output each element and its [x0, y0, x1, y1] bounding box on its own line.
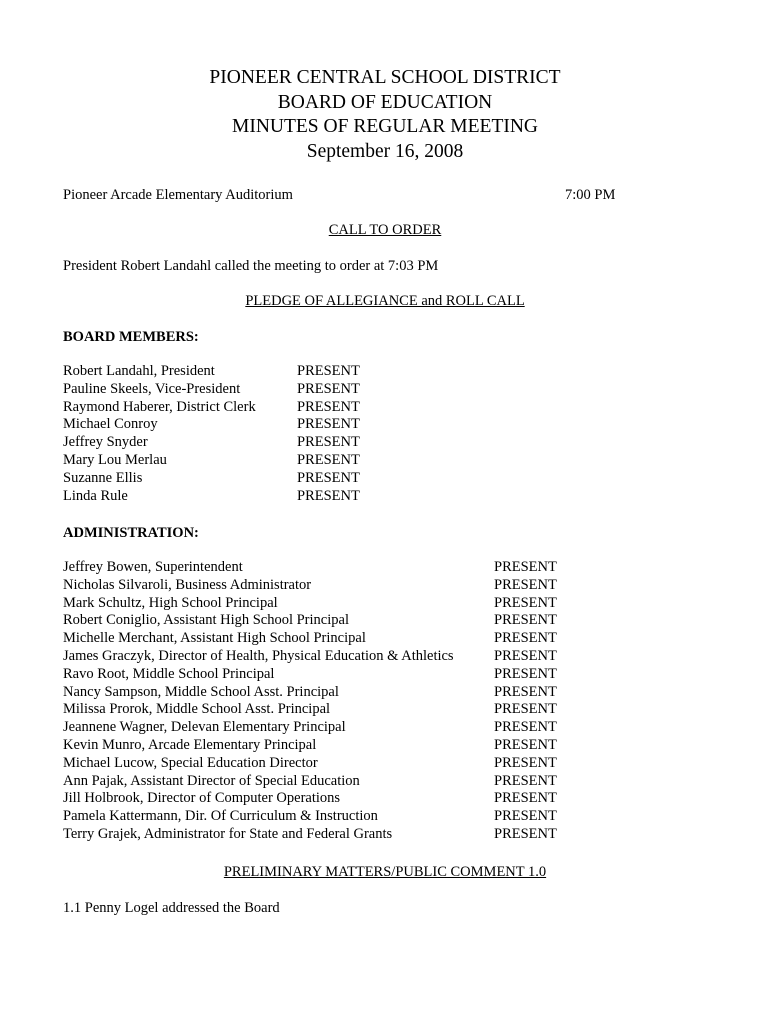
attendance-status: PRESENT	[494, 683, 557, 700]
board-members-heading: BOARD MEMBERS:	[63, 329, 199, 345]
district-name: PIONEER CENTRAL SCHOOL DISTRICT	[209, 67, 561, 88]
list-item	[63, 363, 383, 381]
call-to-order-text: President Robert Landahl called the meeting to order at 7:03 PM	[63, 258, 439, 274]
list-item	[63, 755, 583, 773]
admin-name: Jeffrey Bowen, Superintendent	[63, 559, 243, 575]
admin-name: Milissa Prorok, Middle School Asst. Principal	[63, 701, 331, 718]
member-name: Raymond Haberer, District Clerk	[63, 398, 256, 415]
list-item	[63, 559, 583, 577]
list-item	[63, 488, 383, 506]
admin-name: Nicholas Silvaroli, Business Administrator	[63, 576, 312, 593]
attendance-status: PRESENT	[494, 808, 557, 825]
attendance-status: PRESENT	[494, 612, 557, 629]
list-item	[63, 595, 583, 613]
attendance-status: PRESENT	[297, 398, 360, 415]
member-name: Suzanne Ellis	[63, 469, 143, 486]
attendance-status: PRESENT	[494, 665, 557, 682]
preliminary-matters-heading	[0, 863, 770, 881]
admin-name: Michelle Merchant, Assistant High School Principal	[63, 630, 366, 647]
call-to-order-heading	[0, 221, 770, 239]
attendance-status: PRESENT	[297, 363, 360, 379]
list-item	[63, 701, 583, 719]
member-name: Pauline Skeels, Vice-President	[63, 380, 241, 397]
attendance-status: PRESENT	[494, 736, 557, 753]
attendance-status: PRESENT	[494, 559, 557, 575]
attendance-status: PRESENT	[297, 434, 360, 451]
member-name: Linda Rule	[63, 487, 128, 504]
attendance-status: PRESENT	[494, 772, 557, 789]
meeting-time: 7:00 PM	[565, 187, 616, 203]
admin-name: Ann Pajak, Assistant Director of Special Education	[63, 772, 360, 789]
meeting-location: Pioneer Arcade Elementary Auditorium	[63, 187, 293, 203]
admin-name: Mark Schultz, High School Principal	[63, 594, 278, 611]
admin-name: Nancy Sampson, Middle School Asst. Principal	[63, 683, 339, 700]
list-item	[63, 773, 583, 791]
preliminary-matters-heading-text: PRELIMINARY MATTERS/PUBLIC COMMENT 1.0	[223, 864, 547, 880]
list-item	[63, 630, 583, 648]
pledge-heading-text: PLEDGE OF ALLEGIANCE and ROLL CALL	[245, 293, 525, 309]
attendance-status: PRESENT	[494, 825, 557, 842]
attendance-status: PRESENT	[297, 451, 360, 468]
administration-list	[63, 559, 583, 844]
list-item	[63, 612, 583, 630]
list-item	[63, 808, 583, 826]
admin-name: Michael Lucow, Special Education Director	[63, 754, 318, 771]
list-item	[63, 416, 383, 434]
list-item	[63, 434, 383, 452]
attendance-status: PRESENT	[494, 790, 557, 807]
board-name: BOARD OF EDUCATION	[277, 91, 493, 113]
attendance-status: PRESENT	[494, 594, 557, 611]
member-name: Robert Landahl, President	[63, 363, 215, 379]
list-item	[63, 381, 383, 399]
list-item	[63, 790, 583, 808]
admin-name: Jill Holbrook, Director of Computer Operations	[63, 790, 341, 807]
administration-heading: ADMINISTRATION:	[63, 525, 199, 541]
list-item	[63, 399, 383, 417]
list-item	[63, 577, 583, 595]
admin-name: Terry Grajek, Administrator for State and Federal Grants	[63, 825, 393, 842]
list-item	[63, 737, 583, 755]
list-item	[63, 719, 583, 737]
member-name: Michael Conroy	[63, 416, 158, 433]
list-item	[63, 826, 583, 844]
list-item	[63, 666, 583, 684]
call-to-order-heading-text: CALL TO ORDER	[328, 222, 442, 238]
attendance-status: PRESENT	[494, 630, 557, 647]
attendance-status: PRESENT	[494, 754, 557, 771]
attendance-status: PRESENT	[494, 647, 557, 664]
attendance-status: PRESENT	[494, 719, 557, 736]
attendance-status: PRESENT	[297, 469, 360, 486]
attendance-status: PRESENT	[297, 380, 360, 397]
member-name: Jeffrey Snyder	[63, 434, 148, 451]
list-item	[63, 470, 383, 488]
admin-name: Ravo Root, Middle School Principal	[63, 665, 275, 682]
admin-name: Robert Coniglio, Assistant High School Principal	[63, 612, 349, 629]
admin-name: Kevin Munro, Arcade Elementary Principal	[63, 736, 317, 753]
admin-name: Pamela Kattermann, Dir. Of Curriculum & Instruction	[63, 808, 378, 825]
attendance-status: PRESENT	[494, 701, 557, 718]
member-name: Mary Lou Merlau	[63, 451, 167, 468]
list-item	[63, 452, 383, 470]
attendance-status: PRESENT	[494, 576, 557, 593]
list-item	[63, 684, 583, 702]
meeting-date: September 16, 2008	[306, 140, 464, 162]
document-title-block	[0, 66, 770, 164]
admin-name: Jeannene Wagner, Delevan Elementary Principal	[63, 719, 346, 736]
admin-name: James Graczyk, Director of Health, Physical Education & Athletics	[63, 647, 454, 664]
board-members-list	[63, 363, 383, 505]
list-item	[63, 648, 583, 666]
pledge-heading	[0, 292, 770, 310]
attendance-status: PRESENT	[297, 487, 360, 504]
minutes-title: MINUTES OF REGULAR MEETING	[231, 116, 539, 137]
attendance-status: PRESENT	[297, 416, 360, 433]
item-1-1: 1.1 Penny Logel addressed the Board	[63, 900, 280, 916]
